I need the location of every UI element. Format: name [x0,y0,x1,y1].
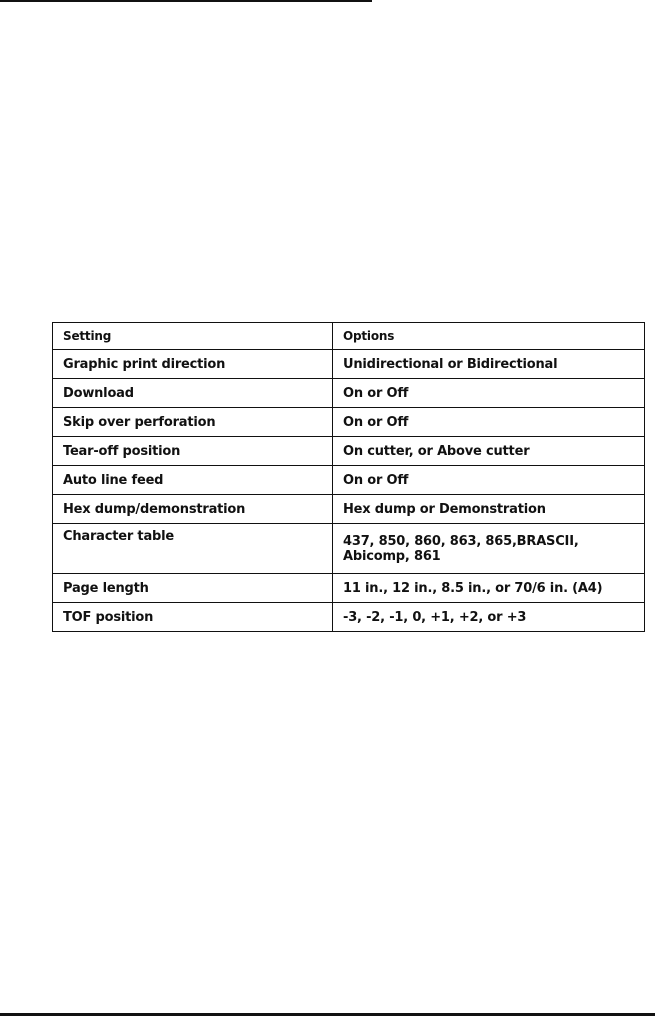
table-row [53,466,645,495]
setting-cell: Auto line feed [53,466,333,495]
table-row [53,574,645,603]
options-cell: On cutter, or Above cutter [333,437,645,466]
options-cell: On or Off [333,466,645,495]
setting-cell: Skip over perforation [53,408,333,437]
setting-cell: Graphic print direction [53,350,333,379]
options-cell: On or Off [333,408,645,437]
options-line: Abicomp, 861 [343,548,441,564]
options-column-header: Options [333,323,645,350]
table-header-row [53,323,645,350]
setting-cell: TOF position [53,603,333,632]
options-cell: -3, -2, -1, 0, +1, +2, or +3 [333,603,645,632]
options-cell: Hex dump or Demonstration [333,495,645,524]
setting-cell: Hex dump/demonstration [53,495,333,524]
setting-cell: Download [53,379,333,408]
setting-cell: Page length [53,574,333,603]
options-cell [333,524,645,574]
top-rule [0,0,372,2]
table-row [53,408,645,437]
table-row [53,379,645,408]
bottom-rule [0,1013,655,1016]
options-line: 437, 850, 860, 863, 865,BRASCII, [343,533,579,549]
table-row [53,437,645,466]
setting-cell: Character table [53,524,333,574]
options-cell: On or Off [333,379,645,408]
options-cell: 11 in., 12 in., 8.5 in., or 70/6 in. (A4) [333,574,645,603]
options-cell: Unidirectional or Bidirectional [333,350,645,379]
table-row [53,524,645,574]
table-row [53,350,645,379]
settings-table [52,322,645,632]
setting-column-header: Setting [53,323,333,350]
table-row [53,495,645,524]
setting-cell: Tear-off position [53,437,333,466]
table-row [53,603,645,632]
